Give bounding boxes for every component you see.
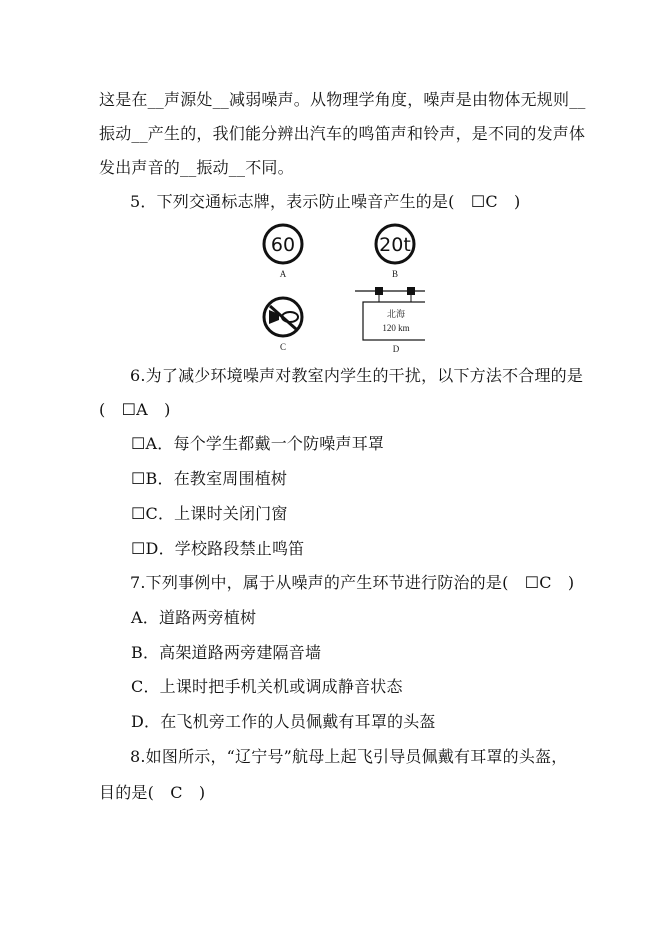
- question-6-option-a: ☐A．每个学生都戴一个防噪声耳罩: [131, 434, 385, 453]
- question-6-line-1: 6.为了减少环境噪声对教室内学生的干扰，以下方法不合理的是: [130, 366, 584, 385]
- traffic-signs-figure: [255, 222, 425, 357]
- text-line: 这是在__声源处__减弱噪声。从物理学角度，噪声是由物体无规则__: [99, 90, 586, 109]
- question-8-line-2: 目的是( C ): [99, 783, 206, 802]
- sign-d-distance: 120 km: [382, 323, 410, 333]
- question-7-option-d: D．在飞机旁工作的人员佩戴有耳罩的头盔: [131, 712, 436, 731]
- text-line: 发出声音的__振动__不同。: [99, 158, 294, 177]
- question-6-option-c: ☐C．上课时关闭门窗: [131, 504, 288, 523]
- sign-a-text: 60: [270, 234, 296, 256]
- sign-b-text: 20t: [379, 234, 411, 256]
- no-honking-sign-icon: [264, 298, 302, 352]
- sign-d-place: 北海: [386, 309, 406, 319]
- sign-a-caption: A: [279, 269, 287, 279]
- question-6-option-b: ☐B．在教室周围植树: [131, 469, 288, 488]
- question-7-option-b: B．高架道路两旁建隔音墙: [131, 643, 322, 662]
- question-7: 7.下列事例中，属于从噪声的产生环节进行防治的是( ☐C ): [130, 573, 575, 592]
- question-7-option-c: C．上课时把手机关机或调成静音状态: [131, 677, 403, 696]
- sign-d-caption: D: [392, 344, 400, 354]
- weight-limit-sign: [376, 225, 414, 279]
- question-8-line-1: 8.如图所示，“辽宁号”航母上起飞引导员佩戴有耳罩的头盔，: [130, 747, 568, 766]
- speed-limit-sign: [264, 225, 302, 279]
- sign-c-caption: C: [279, 342, 287, 352]
- question-7-option-a: A．道路两旁植树: [131, 608, 257, 627]
- question-5: 5．下列交通标志牌，表示防止噪音产生的是( ☐C ): [130, 192, 521, 211]
- direction-board-sign: [355, 287, 425, 354]
- question-6-line-2: ( ☐A ): [99, 400, 171, 419]
- sign-b-caption: B: [391, 269, 399, 279]
- question-6-option-d: ☐D．学校路段禁止鸣笛: [131, 539, 305, 558]
- text-line: 振动__产生的，我们能分辨出汽车的鸣笛声和铃声，是不同的发声体: [99, 124, 586, 143]
